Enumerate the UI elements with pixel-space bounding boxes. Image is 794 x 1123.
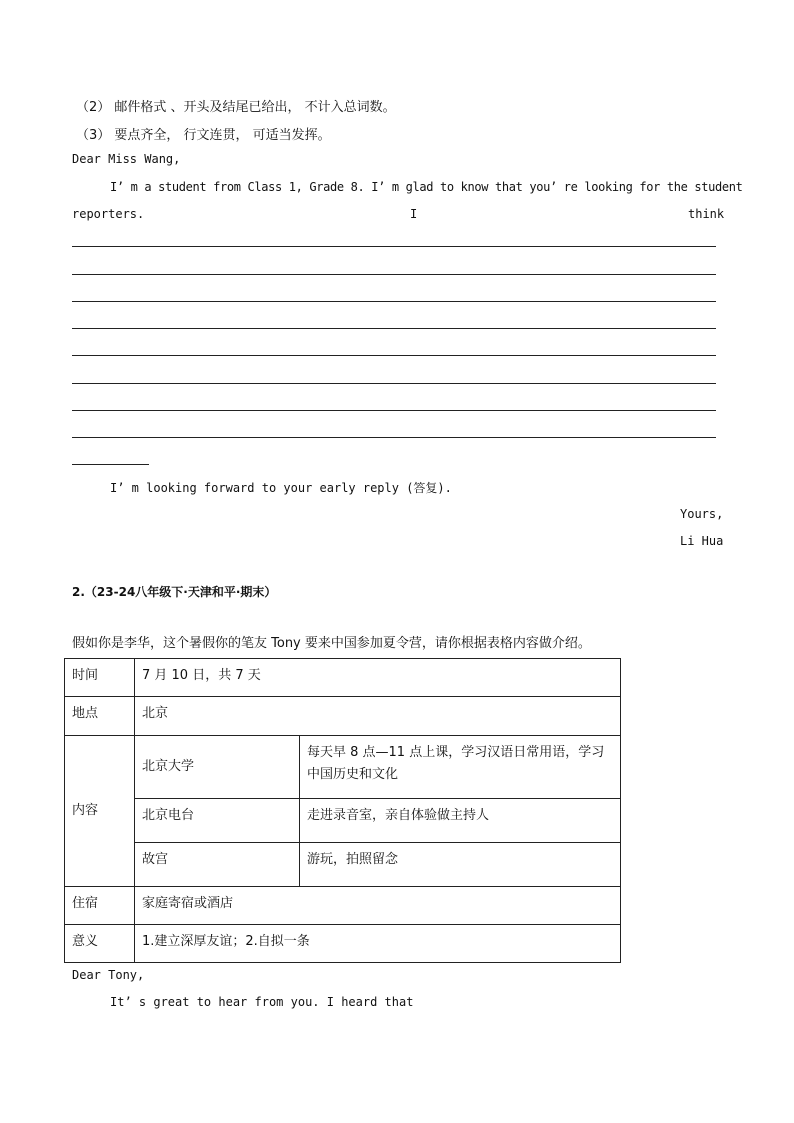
letter1-signature: Li Hua: [680, 534, 724, 548]
table-row: [65, 799, 621, 843]
table-row: [65, 697, 621, 736]
letter2-opening-line: It’ s great to hear from you. I heard that: [110, 995, 414, 1009]
meaning-value: 1.建立深厚友谊；2.自拟一条: [135, 925, 621, 963]
letter1-signoff: Yours,: [680, 507, 724, 521]
writing-line[interactable]: [72, 410, 716, 411]
content-detail: 每天早 8 点—11 点上课，学习汉语日常用语，学习中国历史和文化: [300, 736, 621, 799]
letter1-line2-start: reporters.: [72, 207, 145, 221]
place-label: 地点: [65, 697, 135, 736]
camp-info-table: [64, 658, 621, 963]
letter1-opening-line: I’ m a student from Class 1, Grade 8. I’ m glad to know that you’ re looking for the student: [110, 180, 743, 194]
content-place: 北京大学: [135, 736, 300, 799]
letter1-line2-middle: I: [410, 207, 418, 221]
letter1-closing-line: I’ m looking forward to your early reply (答复).: [110, 481, 452, 495]
writing-line[interactable]: [72, 246, 716, 247]
lodging-label: 住宿: [65, 887, 135, 925]
writing-line[interactable]: [72, 355, 716, 356]
writing-line-short[interactable]: [72, 464, 149, 465]
writing-line[interactable]: [72, 328, 716, 329]
table-row: [65, 736, 621, 799]
content-detail: 游玩，拍照留念: [300, 843, 621, 887]
table-row: [65, 659, 621, 697]
letter1-line2-end: think: [688, 207, 725, 221]
place-value: 北京: [135, 697, 621, 736]
lodging-value: 家庭寄宿或酒店: [135, 887, 621, 925]
content-detail: 走进录音室，亲自体验做主持人: [300, 799, 621, 843]
writing-line[interactable]: [72, 301, 716, 302]
time-label: 时间: [65, 659, 135, 697]
instruction-item-3: （3） 要点齐全， 行文连贯， 可适当发挥。: [76, 128, 331, 143]
writing-line[interactable]: [72, 383, 716, 384]
table-row: [65, 925, 621, 963]
letter2-salutation: Dear Tony,: [72, 968, 145, 982]
writing-line[interactable]: [72, 437, 716, 438]
time-value: 7 月 10 日，共 7 天: [135, 659, 621, 697]
question2-heading: 2.（23-24八年级下·天津和平·期末）: [72, 585, 277, 599]
content-place: 北京电台: [135, 799, 300, 843]
meaning-label: 意义: [65, 925, 135, 963]
question2-prompt: 假如你是李华，这个暑假你的笔友 Tony 要来中国参加夏令营，请你根据表格内容做介绍。: [72, 636, 591, 651]
letter1-salutation: Dear Miss Wang,: [72, 152, 181, 166]
table-row: [65, 887, 621, 925]
writing-line[interactable]: [72, 274, 716, 275]
table-row: [65, 843, 621, 887]
instruction-item-2: （2） 邮件格式 、开头及结尾已给出， 不计入总词数。: [76, 100, 396, 115]
content-place: 故宫: [135, 843, 300, 887]
content-label: 内容: [65, 736, 135, 887]
